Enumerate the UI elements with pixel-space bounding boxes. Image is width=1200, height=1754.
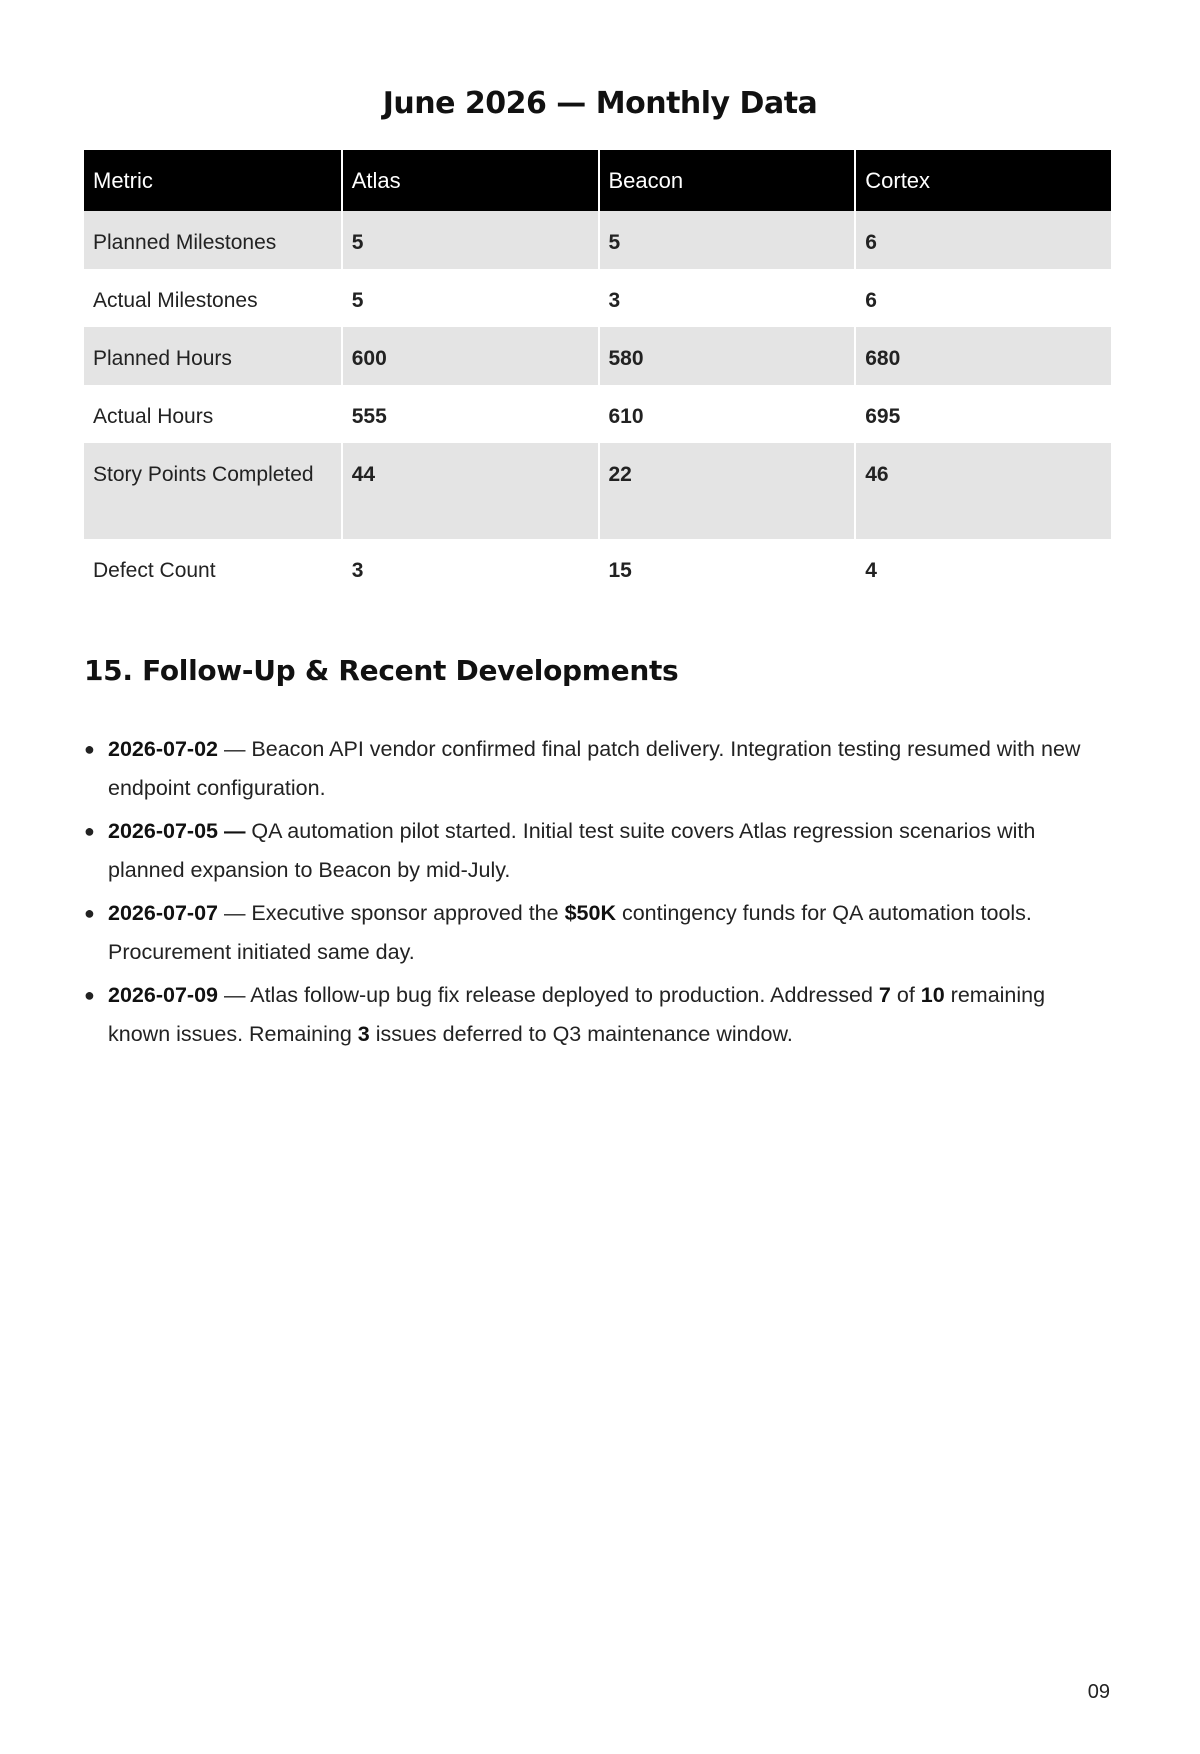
item-date: 2026-07-09	[108, 983, 218, 1007]
metric-cell: Defect Count	[93, 559, 216, 582]
atlas-cell: 5	[341, 211, 598, 269]
item-text: — Beacon API vendor confirmed final patch delivery. Integration testing resumed with new endpoint configuration.	[108, 737, 1081, 800]
table-row	[84, 269, 1111, 327]
atlas-cell: 555	[341, 385, 598, 443]
table-title: June 2026 — Monthly Data	[382, 86, 818, 121]
item-date: 2026-07-07	[108, 901, 218, 925]
beacon-cell: 610	[598, 385, 855, 443]
table-row	[84, 443, 1111, 539]
list-item	[84, 894, 1084, 972]
cortex-cell: 695	[854, 385, 1111, 443]
bullet-icon: ●	[84, 903, 95, 923]
item-amount: $50K	[564, 901, 616, 925]
metric-cell: Actual Milestones	[93, 289, 258, 312]
item-fixed-count: 7	[878, 983, 891, 1007]
item-text: — Atlas follow-up bug fix release deployed to production. Addressed	[217, 983, 879, 1007]
list-item	[84, 976, 1084, 1054]
item-text: issues deferred to Q3 maintenance window.	[369, 1022, 793, 1046]
cortex-cell: 4	[854, 539, 1111, 597]
table-row	[84, 327, 1111, 385]
beacon-cell: 3	[598, 269, 855, 327]
cortex-cell: 6	[854, 211, 1111, 269]
cortex-cell: 6	[854, 269, 1111, 327]
developments-list	[84, 730, 1084, 1058]
beacon-cell: 22	[598, 443, 855, 539]
table-row	[84, 385, 1111, 443]
item-date: 2026-07-05 —	[108, 819, 246, 843]
atlas-cell: 5	[341, 269, 598, 327]
metric-cell: Planned Hours	[84, 327, 341, 385]
beacon-cell: 15	[598, 539, 855, 597]
metric-cell: Actual Hours	[93, 405, 214, 428]
header-beacon: Beacon	[598, 150, 855, 211]
metric-cell: Story Points Completed	[84, 443, 341, 539]
monthly-data-table	[84, 150, 1111, 597]
table-row	[84, 539, 1111, 597]
beacon-cell: 5	[598, 211, 855, 269]
item-date: 2026-07-02	[108, 737, 218, 761]
cortex-cell: 680	[854, 327, 1111, 385]
atlas-cell: 600	[341, 327, 598, 385]
beacon-cell: 580	[598, 327, 855, 385]
atlas-cell: 44	[341, 443, 598, 539]
item-text: remaining known issues. Remaining	[108, 983, 1046, 1046]
list-item	[84, 730, 1084, 808]
header-metric: Metric	[84, 150, 341, 211]
table-row	[84, 211, 1111, 269]
list-item	[84, 812, 1084, 890]
bullet-icon: ●	[84, 739, 95, 759]
bullet-icon: ●	[84, 821, 95, 841]
bullet-icon: ●	[84, 985, 95, 1005]
table-header-row	[84, 150, 1111, 211]
item-text: QA automation pilot started. Initial test suite covers Atlas regression scenarios with planned expansion to Beacon by mid-July.	[108, 819, 1036, 882]
item-total-count: 10	[920, 983, 945, 1007]
atlas-cell: 3	[341, 539, 598, 597]
item-text: of	[890, 983, 921, 1007]
item-deferred-count: 3	[357, 1022, 370, 1046]
cortex-cell: 46	[854, 443, 1111, 539]
page-number: 09	[1087, 1681, 1110, 1703]
item-text: — Executive sponsor approved the	[217, 901, 565, 925]
metric-cell: Planned Milestones	[84, 211, 341, 269]
section-heading: 15. Follow-Up & Recent Developments	[84, 654, 679, 687]
header-cortex: Cortex	[854, 150, 1111, 211]
header-atlas: Atlas	[341, 150, 598, 211]
item-text: contingency funds for QA automation tools. Procurement initiated same day.	[108, 901, 1032, 964]
